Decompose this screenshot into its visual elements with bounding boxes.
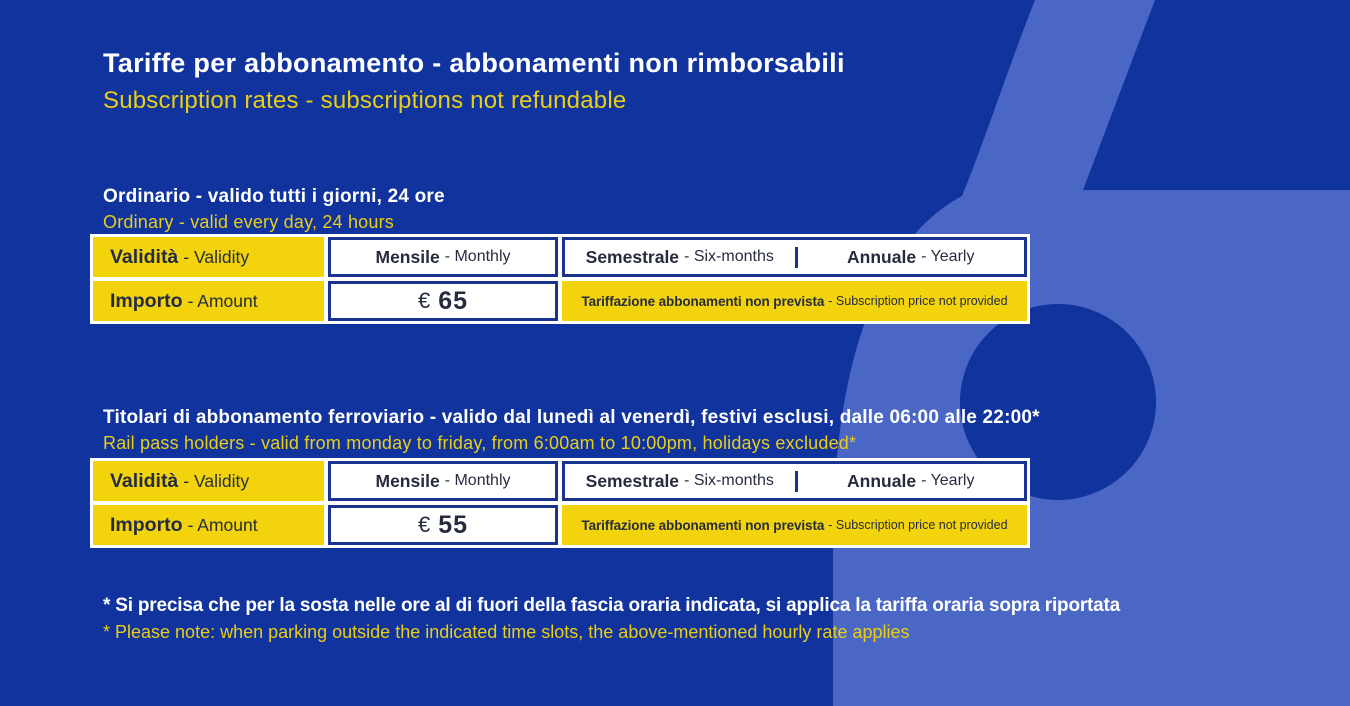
semester-label-en: - Six-months <box>684 248 774 265</box>
annual-label-it: Annuale <box>847 470 917 491</box>
amount-label-en: - Amount <box>187 514 258 535</box>
railpass-rates-table <box>90 458 1030 548</box>
validity-header-cell <box>93 237 324 277</box>
monthly-amount-cell <box>328 281 558 321</box>
annual-label-en: - Yearly <box>921 472 975 489</box>
semester-label-it: Semestrale <box>585 470 680 491</box>
amount-value: 65 <box>438 286 469 315</box>
no-subscription-note-en: - Subscription price not provided <box>828 294 1008 308</box>
footnote-en: * Please note: when parking outside the indicated time slots, the above-mentioned hourly rate applies <box>103 622 910 642</box>
monthly-header-cell <box>328 237 558 277</box>
semester-header-cell <box>565 247 795 268</box>
monthly-label-it: Mensile <box>375 246 440 267</box>
section-railpass-heading-it: Titolari di abbonamento ferroviario - valido dal lunedì al venerdì, festivi esclusi, dalle 06:00 alle 22:00* <box>103 407 1040 428</box>
currency-symbol: € <box>417 512 431 537</box>
annual-label-it: Annuale <box>847 246 917 267</box>
validity-label-en: - Validity <box>183 470 250 491</box>
page-subtitle: Subscription rates - subscriptions not refundable <box>103 87 627 114</box>
validity-label-it: Validità <box>110 469 179 492</box>
amount-label-it: Importo <box>110 513 183 536</box>
ordinary-rates-table <box>90 234 1030 324</box>
validity-label-en: - Validity <box>183 246 250 267</box>
amount-header-cell <box>93 505 324 545</box>
footnote-it: * Si precisa che per la sosta nelle ore al di fuori della fascia oraria indicata, si applica la tariffa oraria sopra riportata <box>103 595 1121 616</box>
no-subscription-note-it: Tariffazione abbonamenti non prevista <box>581 517 825 533</box>
annual-header-cell <box>795 471 1025 492</box>
monthly-header-cell <box>328 461 558 501</box>
amount-header-cell <box>93 281 324 321</box>
section-ordinary-heading-en: Ordinary - valid every day, 24 hours <box>103 212 394 232</box>
no-subscription-note-cell <box>562 505 1027 545</box>
no-subscription-note-it: Tariffazione abbonamenti non prevista <box>581 293 825 309</box>
semester-header-cell <box>565 471 795 492</box>
semester-label-it: Semestrale <box>585 246 680 267</box>
monthly-label-it: Mensile <box>375 470 440 491</box>
monthly-label-en: - Monthly <box>444 472 511 489</box>
page-title: Tariffe per abbonamento - abbonamenti non rimborsabili <box>103 48 845 78</box>
amount-value: 55 <box>438 510 469 539</box>
no-subscription-note-cell <box>562 281 1027 321</box>
amount-label-it: Importo <box>110 289 183 312</box>
monthly-label-en: - Monthly <box>444 248 511 265</box>
semester-label-en: - Six-months <box>684 472 774 489</box>
validity-header-cell <box>93 461 324 501</box>
annual-label-en: - Yearly <box>921 248 975 265</box>
monthly-amount-cell <box>328 505 558 545</box>
currency-symbol: € <box>417 288 431 313</box>
semester-annual-header-cell <box>562 237 1027 277</box>
validity-label-it: Validità <box>110 245 179 268</box>
section-railpass-heading-en: Rail pass holders - valid from monday to friday, from 6:00am to 10:00pm, holidays excluded* <box>103 433 857 453</box>
semester-annual-header-cell <box>562 461 1027 501</box>
section-ordinary-heading-it: Ordinario - valido tutti i giorni, 24 ore <box>103 186 445 207</box>
no-subscription-note-en: - Subscription price not provided <box>828 518 1008 532</box>
amount-label-en: - Amount <box>187 290 258 311</box>
annual-header-cell <box>795 247 1025 268</box>
